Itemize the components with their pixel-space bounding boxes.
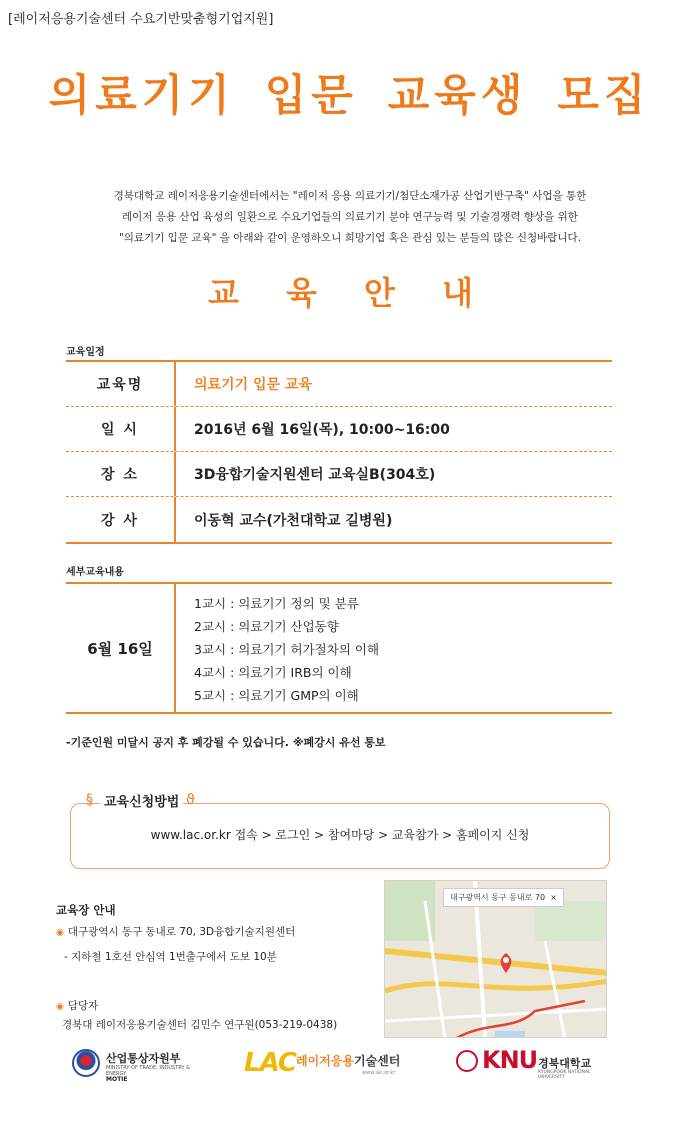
moti-logo — [72, 1047, 212, 1083]
knu-mark: KNU — [482, 1046, 538, 1074]
intro-paragraph — [60, 186, 640, 249]
row-value: 의료기기 입문 교육 — [194, 377, 312, 393]
venue-address: 대구광역시 동구 동내로 70, 3D융합기술지원센터 — [67, 926, 296, 938]
knu-english: KYUNGPOOK NATIONAL UNIVERSITY — [538, 1070, 591, 1080]
row-key: 강 사 — [66, 497, 176, 542]
moti-name: 산업통상자원부 — [106, 1052, 181, 1065]
lac-url: www.lac.or.kr — [362, 1070, 396, 1076]
detail-table — [66, 582, 612, 714]
bullet-icon: ◉ — [56, 1002, 64, 1012]
lac-name-b: 기술센터 — [353, 1054, 401, 1068]
row-value: 이동혁 교수(가천대학교 길병원) — [194, 512, 393, 529]
moti-english: MINISTRY OF TRADE, INDUSTRY & ENERGY — [106, 1065, 191, 1077]
lac-name-a: 레이저응용 — [296, 1054, 354, 1068]
logo-bar — [0, 1044, 699, 1084]
swirl-icon: ϑ — [186, 792, 195, 808]
list-item: 5교시 : 의료기기 GMP의 이해 — [194, 688, 359, 703]
intro-line-2: 레이저 응용 산업 육성의 일환으로 수요기업들의 의료기기 분야 연구능력 및 기술경쟁력 향상을 위한 — [122, 211, 578, 223]
table-row — [66, 452, 612, 497]
page-title: 의료기기 입문 교육생 모집 — [48, 71, 651, 121]
table-row — [66, 497, 612, 542]
list-item: 2교시 : 의료기기 산업동향 — [194, 619, 339, 634]
university-seal-icon — [456, 1050, 478, 1072]
contact-info: 경북대 레이저응용기술센터 김민수 연구원(053-219-0438) — [62, 1019, 338, 1031]
schedule-label: 교육일정 — [66, 347, 105, 358]
apply-steps[interactable]: www.lac.or.kr 접속 > 로그인 > 참여마당 > 교육참가 > 홈페이지 신청 — [150, 828, 530, 842]
government-seal-icon — [72, 1049, 100, 1077]
knu-logo — [456, 1048, 606, 1082]
intro-line-1: 경북대학교 레이저응용기술센터에서는 "레이저 응용 의료기기/첨단소재가공 산업기반구축" 사업을 통한 — [113, 190, 587, 202]
intro-line-3: "의료기기 입문 교육" 을 아래와 같이 운영하오니 희망기업 혹은 관심 있는 분들의 많은 신청바랍니다. — [118, 232, 582, 244]
lac-logo — [244, 1046, 404, 1082]
map-search-label[interactable] — [443, 888, 564, 907]
list-item: 3교시 : 의료기기 허가절차의 이해 — [194, 642, 380, 657]
row-value: 3D융합기술지원센터 교육실B(304호) — [194, 467, 436, 483]
venue-address-line — [56, 924, 295, 939]
row-key: 장 소 — [66, 452, 176, 496]
lac-name — [296, 1052, 400, 1069]
moti-subtext — [106, 1065, 206, 1083]
detail-label: 세부교육내용 — [66, 567, 124, 578]
row-key: 교육명 — [66, 362, 176, 406]
close-icon[interactable]: × — [550, 893, 557, 902]
section-title: 교 육 안 내 — [207, 274, 492, 312]
venue-directions: - 지하철 1호선 안심역 1번출구에서 도보 10분 — [64, 951, 277, 963]
row-value: 2016년 6월 16일(목), 10:00~16:00 — [194, 422, 450, 438]
moti-abbr: MOTIE — [106, 1076, 128, 1083]
apply-title: 교육신청방법 — [100, 791, 183, 810]
session-list — [176, 584, 612, 712]
header-tag: [레이저응용기술센터 수요기반맞춤형기업지원] — [8, 12, 274, 27]
venue-title: 교육장 안내 — [56, 903, 116, 917]
table-row — [66, 407, 612, 452]
schedule-table — [66, 360, 612, 544]
contact-label-line — [56, 998, 98, 1013]
location-map[interactable] — [384, 880, 607, 1038]
list-item: 4교시 : 의료기기 IRB의 이해 — [194, 665, 352, 680]
list-item: 1교시 : 의료기기 정의 및 분류 — [194, 596, 359, 611]
bullet-icon: ◉ — [56, 928, 64, 938]
row-key: 일 시 — [66, 407, 176, 451]
table-row — [66, 362, 612, 407]
knu-name: 경북대학교 — [538, 1057, 592, 1070]
contact-label: 담당자 — [67, 1000, 99, 1012]
cancellation-notice: -기준인원 미달시 공지 후 폐강될 수 있습니다. ※폐강시 유선 통보 — [66, 736, 386, 749]
map-address: 대구광역시 동구 동내로 70 — [450, 893, 546, 902]
lac-mark: LAC — [244, 1048, 296, 1078]
detail-date: 6월 16일 — [66, 584, 176, 712]
swirl-icon: § — [86, 792, 93, 808]
